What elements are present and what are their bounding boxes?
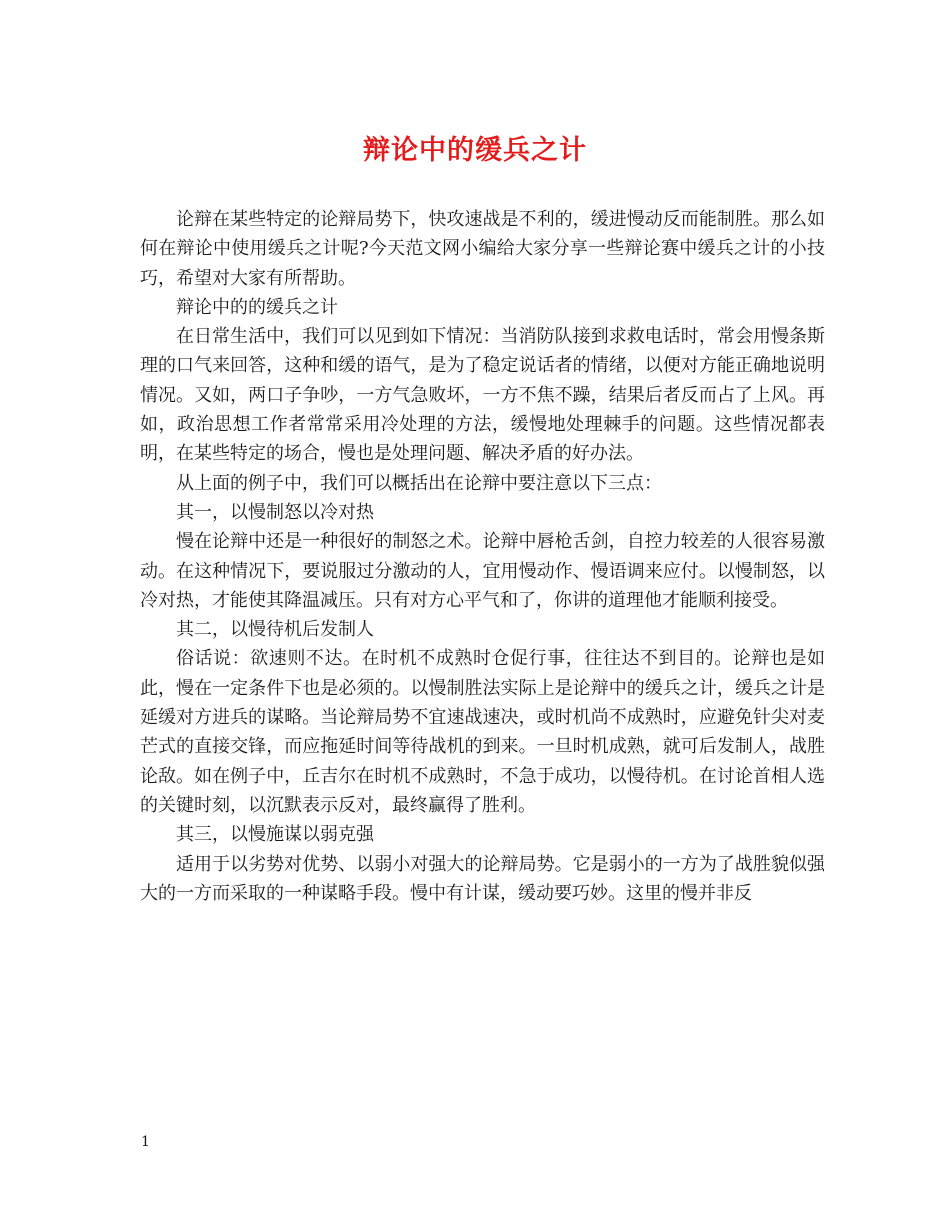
page-number: 1 [141, 1134, 150, 1150]
paragraph-intro: 论辩在某些特定的论辩局势下，快攻速战是不利的，缓进慢动反而能制胜。那么如何在辩论中使用缓兵之计呢?今天范文网小编给大家分享一些辩论赛中缓兵之计的小技巧，希望对大家有所帮助。 [140, 209, 825, 289]
point-three-body: 适用于以劣势对优势、以弱小对强大的论辩局势。它是弱小的一方为了战胜貌似强大的一方而采取的一种谋略手段。慢中有计谋，缓动要巧妙。这里的慢并非反 [140, 853, 825, 904]
paragraph-subheading: 辩论中的的缓兵之计 [176, 296, 338, 318]
paragraph-daily-life: 在日常生活中，我们可以见到如下情况：当消防队接到求救电话时，常会用慢条斯理的口气来回答，这种和缓的语气，是为了稳定说话者的情绪，以便对方能正确地说明情况。又如，两口子争吵，一方气急败坏，一方不焦不躁，结果后者反而占了上风。再如，政治思想工作者常常采用冷处理的方法，缓慢地处理棘手的问题。这些情况都表明，在某些特定的场合，慢也是处理问题、解决矛盾的好办法。 [140, 326, 825, 465]
paragraph-summary: 从上面的例子中，我们可以概括出在论辩中要注意以下三点： [176, 472, 662, 494]
point-three-heading: 其三，以慢施谋以弱克强 [176, 824, 374, 846]
point-one-body: 慢在论辩中还是一种很好的制怒之术。论辩中唇枪舌剑，自控力较差的人很容易激动。在这种情况下，要说服过分激动的人，宜用慢动作、慢语调来应付。以慢制怒，以冷对热，才能使其降温减压。只有对方心平气和了，你讲的道理他才能顺利接受。 [140, 531, 825, 611]
point-two-heading: 其二，以慢待机后发制人 [176, 619, 374, 641]
point-two-body: 俗话说：欲速则不达。在时机不成熟时仓促行事，往往达不到目的。论辩也是如此，慢在一定条件下也是必须的。以慢制胜法实际上是论辩中的缓兵之计，缓兵之计是延缓对方进兵的谋略。当论辩局势不宜速战速决，或时机尚不成熟时，应避免针尖对麦芒式的直接交锋，而应拖延时间等待战机的到来。一旦时机成熟，就可后发制人，战胜论敌。如在例子中，丘吉尔在时机不成熟时，不急于成功，以慢待机。在讨论首相人选的关键时刻，以沉默表示反对，最终赢得了胜利。 [140, 648, 825, 816]
document-title: 辩论中的缓兵之计 [363, 135, 587, 166]
point-one-heading: 其一，以慢制怒以冷对热 [176, 501, 374, 523]
document-body [140, 205, 825, 908]
